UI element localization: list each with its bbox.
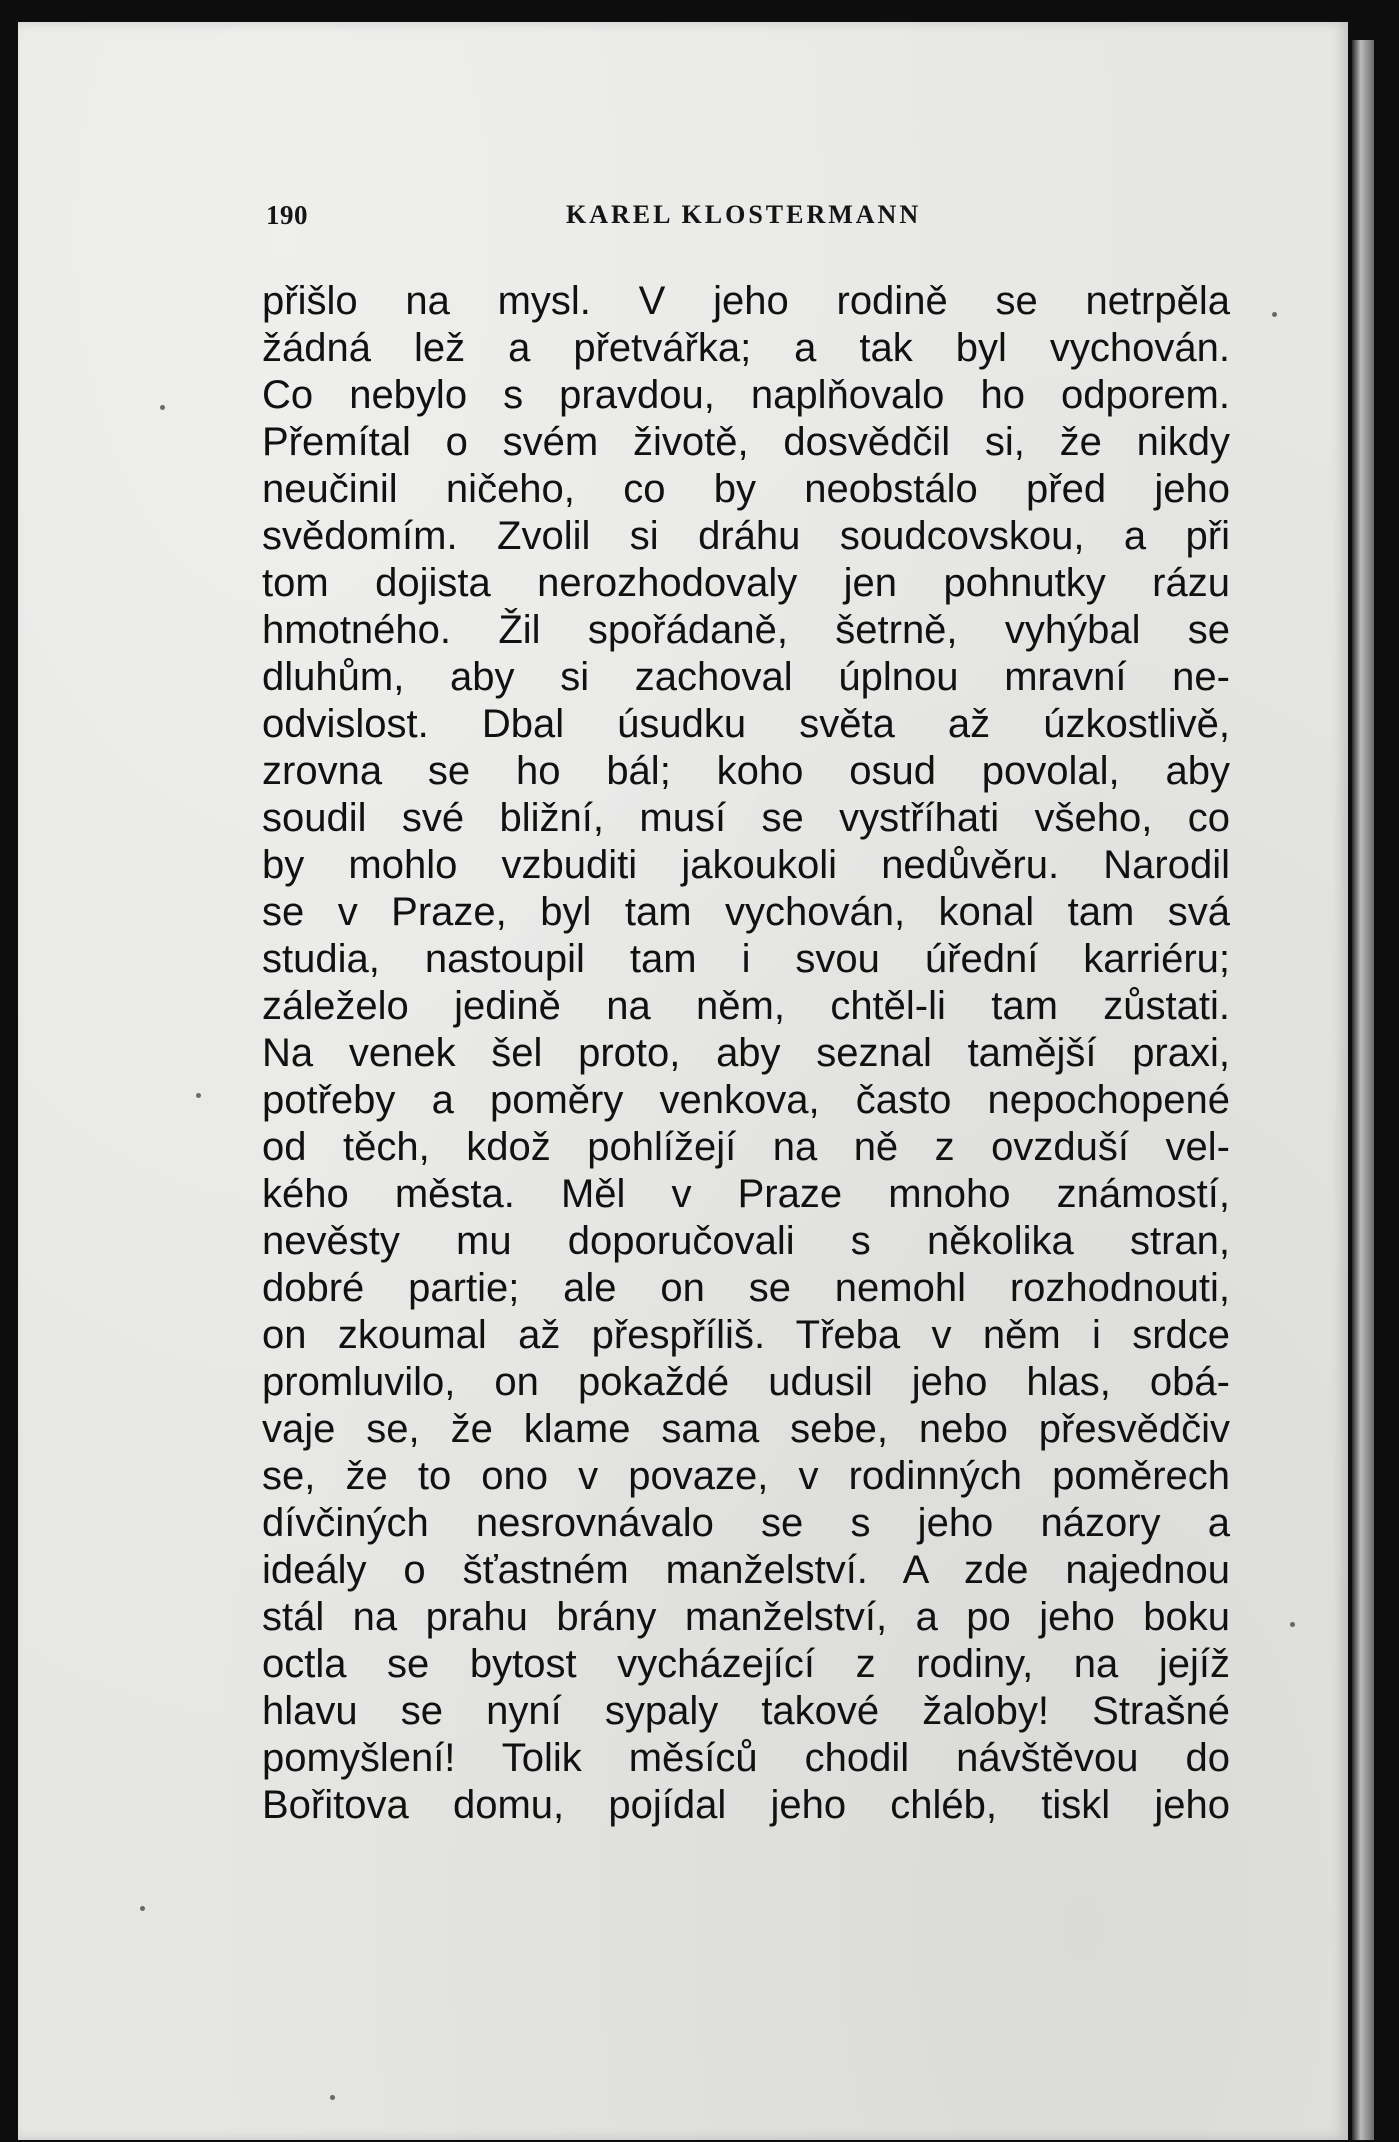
text-line: nevěsty mu doporučovali s několika stran, [262, 1219, 1230, 1263]
scan-speck [160, 405, 165, 410]
text-line: dluhům, aby si zachoval úplnou mravní ne- [262, 655, 1230, 699]
text-line: přišlo na mysl. V jeho rodině se netrpěla [262, 279, 1230, 323]
running-head-author: KAREL KLOSTERMANN [566, 200, 922, 229]
text-line: hmotného. Žil spořádaně, šetrně, vyhýbal se [262, 608, 1230, 652]
scan-speck [330, 2095, 335, 2100]
scan-speck [140, 1906, 145, 1911]
scan-speck [1272, 312, 1277, 317]
scan-speck [196, 1093, 201, 1098]
text-line: potřeby a poměry venkova, často nepochopené [262, 1078, 1230, 1122]
text-line: se, že to ono v povaze, v rodinných poměrech [262, 1454, 1230, 1498]
text-line: se v Praze, byl tam vychován, konal tam svá [262, 890, 1230, 934]
text-line: žádná lež a přetvářka; a tak byl vychován. [262, 326, 1230, 370]
text-line: odvislost. Dbal úsudku světa až úzkostlivě, [262, 702, 1230, 746]
text-line: záleželo jedině na něm, chtěl-li tam zůstati. [262, 984, 1230, 1028]
body-text [262, 278, 1230, 1829]
text-line: Přemítal o svém životě, dosvědčil si, že nikdy [262, 420, 1230, 464]
text-line: Co nebylo s pravdou, naplňovalo ho odporem. [262, 373, 1230, 417]
text-line: od těch, kdož pohlížejí na ně z ovzduší vel- [262, 1125, 1230, 1169]
text-line: on zkoumal až přespříliš. Třeba v něm i srdce [262, 1313, 1230, 1357]
page-edge-shadow [1352, 40, 1374, 2140]
text-line: octla se bytost vycházející z rodiny, na jejíž [262, 1642, 1230, 1686]
text-line: Bořitova domu, pojídal jeho chléb, tiskl jeho [262, 1783, 1230, 1827]
text-line: svědomím. Zvolil si dráhu soudcovskou, a při [262, 514, 1230, 558]
text-line: zrovna se ho bál; koho osud povolal, aby [262, 749, 1230, 793]
text-line: studia, nastoupil tam i svou úřední karriéru; [262, 937, 1230, 981]
page-number: 190 [266, 200, 308, 230]
text-line: stál na prahu brány manželství, a po jeho boku [262, 1595, 1230, 1639]
text-line: ideály o šťastném manželství. A zde najednou [262, 1548, 1230, 1592]
text-line: kého města. Měl v Praze mnoho známostí, [262, 1172, 1230, 1216]
page-header [266, 200, 1226, 240]
text-line: dobré partie; ale on se nemohl rozhodnouti, [262, 1266, 1230, 1310]
text-line: hlavu se nyní sypaly takové žaloby! Strašné [262, 1689, 1230, 1733]
text-line: promluvilo, on pokaždé udusil jeho hlas, obá- [262, 1360, 1230, 1404]
text-line: tom dojista nerozhodovaly jen pohnutky rázu [262, 561, 1230, 605]
text-line: vaje se, že klame sama sebe, nebo přesvědčiv [262, 1407, 1230, 1451]
text-line: neučinil ničeho, co by neobstálo před jeho [262, 467, 1230, 511]
text-line: Na venek šel proto, aby seznal tamější praxi, [262, 1031, 1230, 1075]
text-line: soudil své bližní, musí se vystříhati všeho, co [262, 796, 1230, 840]
text-line: by mohlo vzbuditi jakoukoli nedůvěru. Narodil [262, 843, 1230, 887]
scan-speck [1290, 1622, 1295, 1627]
text-line: pomyšlení! Tolik měsíců chodil návštěvou do [262, 1736, 1230, 1780]
text-line: dívčiných nesrovnávalo se s jeho názory a [262, 1501, 1230, 1545]
